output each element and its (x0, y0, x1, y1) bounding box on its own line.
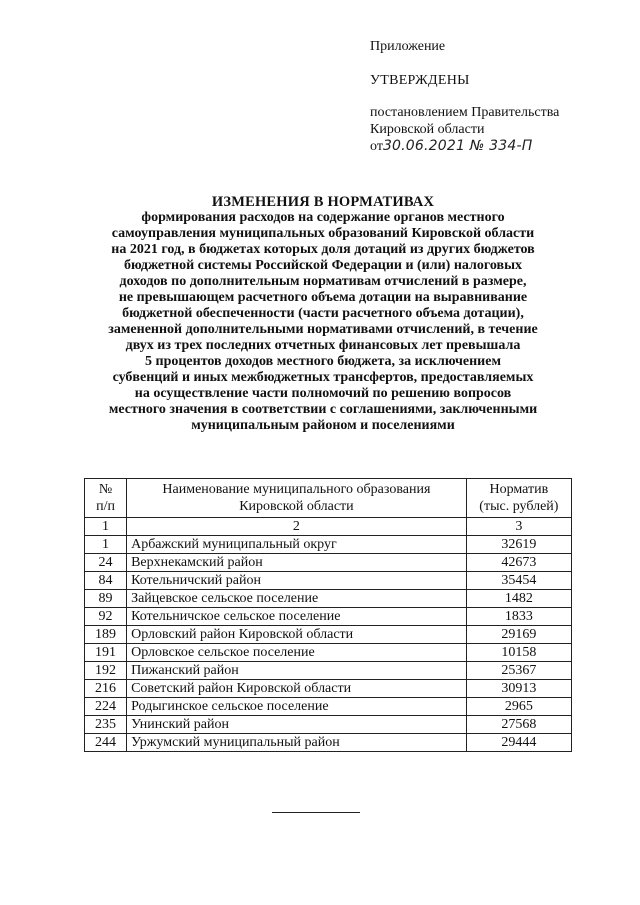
row-value: 29169 (466, 626, 571, 644)
row-number: 224 (85, 698, 127, 716)
title-line: муниципальным районом и поселениями (191, 418, 455, 433)
header-name-line2: Кировской области (239, 499, 354, 514)
row-number: 24 (85, 554, 127, 572)
header-num (85, 479, 127, 518)
title-line: бюджетной обеспеченности (части расчетного объема дотации), (122, 306, 524, 321)
decree-prefix: от (370, 139, 383, 154)
row-name: Советский район Кировской области (127, 680, 467, 698)
row-value: 35454 (466, 572, 571, 590)
header-name-line1: Наименование муниципального образования (162, 482, 431, 497)
header-value (466, 479, 571, 518)
row-number: 92 (85, 608, 127, 626)
decree-line-3 (370, 138, 630, 155)
row-name: Котельничское сельское поселение (127, 608, 467, 626)
table-row (85, 608, 572, 626)
row-value: 42673 (466, 554, 571, 572)
table-row (85, 626, 572, 644)
title-line: 5 процентов доходов местного бюджета, за исключением (145, 354, 501, 369)
row-name: Унинский район (127, 716, 467, 734)
row-value: 10158 (466, 644, 571, 662)
index-cell: 1 (85, 518, 127, 536)
row-value: 32619 (466, 536, 571, 554)
title-main: ИЗМЕНЕНИЯ В НОРМАТИВАХ (211, 194, 435, 210)
table-row (85, 554, 572, 572)
title-line: двух из трех последних отчетных финансовых лет превышала (125, 338, 521, 353)
row-value: 25367 (466, 662, 571, 680)
title-line: на осуществление части полномочий по решению вопросов (134, 386, 512, 401)
approved-label: УТВЕРЖДЕНЫ (370, 73, 470, 88)
handwritten-date-number: 30.06.2021 № 334-П (382, 138, 533, 154)
row-value: 2965 (466, 698, 571, 716)
table-row (85, 572, 572, 590)
norms-table (84, 478, 572, 752)
title-line: формирования расходов на содержание органов местного (141, 210, 505, 225)
title-line: не превышающем расчетного объема дотации на выравнивание (118, 290, 528, 305)
header-num-line1: № (98, 482, 113, 497)
index-cell: 2 (127, 518, 467, 536)
table-row (85, 644, 572, 662)
row-number: 89 (85, 590, 127, 608)
row-name: Котельничский район (127, 572, 467, 590)
row-name: Орловское сельское поселение (127, 644, 467, 662)
row-value: 30913 (466, 680, 571, 698)
header-value-line2: (тыс. рублей) (479, 499, 559, 514)
table-row (85, 734, 572, 752)
table-row (85, 662, 572, 680)
title-line: замененной дополнительными нормативами отчислений, в течение (108, 322, 538, 337)
table-row (85, 680, 572, 698)
row-value: 29444 (466, 734, 571, 752)
document-title (60, 194, 586, 434)
decree-line-1: постановлением Правительства (370, 105, 560, 120)
row-name: Пижанский район (127, 662, 467, 680)
row-number: 1 (85, 536, 127, 554)
end-divider (272, 812, 360, 813)
table-row (85, 536, 572, 554)
row-name: Родыгинское сельское поселение (127, 698, 467, 716)
row-number: 244 (85, 734, 127, 752)
row-name: Верхнекамский район (127, 554, 467, 572)
row-number: 192 (85, 662, 127, 680)
header-num-line2: п/п (96, 499, 115, 514)
header-name (127, 479, 467, 518)
row-value: 1482 (466, 590, 571, 608)
title-line: местного значения в соответствии с соглашениями, заключенными (108, 402, 538, 417)
row-name: Орловский район Кировской области (127, 626, 467, 644)
table-index-row (85, 518, 572, 536)
table-row (85, 590, 572, 608)
title-line: бюджетной системы Российской Федерации и (или) налоговых (123, 258, 523, 273)
title-line: самоуправления муниципальных образований Кировской области (111, 226, 535, 241)
row-number: 189 (85, 626, 127, 644)
appendix-label: Приложение (370, 39, 446, 54)
row-value: 1833 (466, 608, 571, 626)
row-number: 191 (85, 644, 127, 662)
row-name: Зайцевское сельское поселение (127, 590, 467, 608)
index-cell: 3 (466, 518, 571, 536)
row-value: 27568 (466, 716, 571, 734)
table-header-row (85, 479, 572, 518)
table-row (85, 716, 572, 734)
header-value-line1: Норматив (489, 482, 549, 497)
title-line: на 2021 год, в бюджетах которых доля дотаций из других бюджетов (111, 242, 535, 257)
row-number: 84 (85, 572, 127, 590)
title-line: субвенций и иных межбюджетных трансфертов, предоставляемых (112, 370, 534, 385)
row-name: Уржумский муниципальный район (127, 734, 467, 752)
table-row (85, 698, 572, 716)
row-name: Арбажский муниципальный округ (127, 536, 467, 554)
row-number: 216 (85, 680, 127, 698)
row-number: 235 (85, 716, 127, 734)
title-line: доходов по дополнительным нормативам отчислений в размере, (119, 274, 527, 289)
decree-line-2: Кировской области (370, 122, 485, 137)
decree-reference (370, 104, 630, 155)
